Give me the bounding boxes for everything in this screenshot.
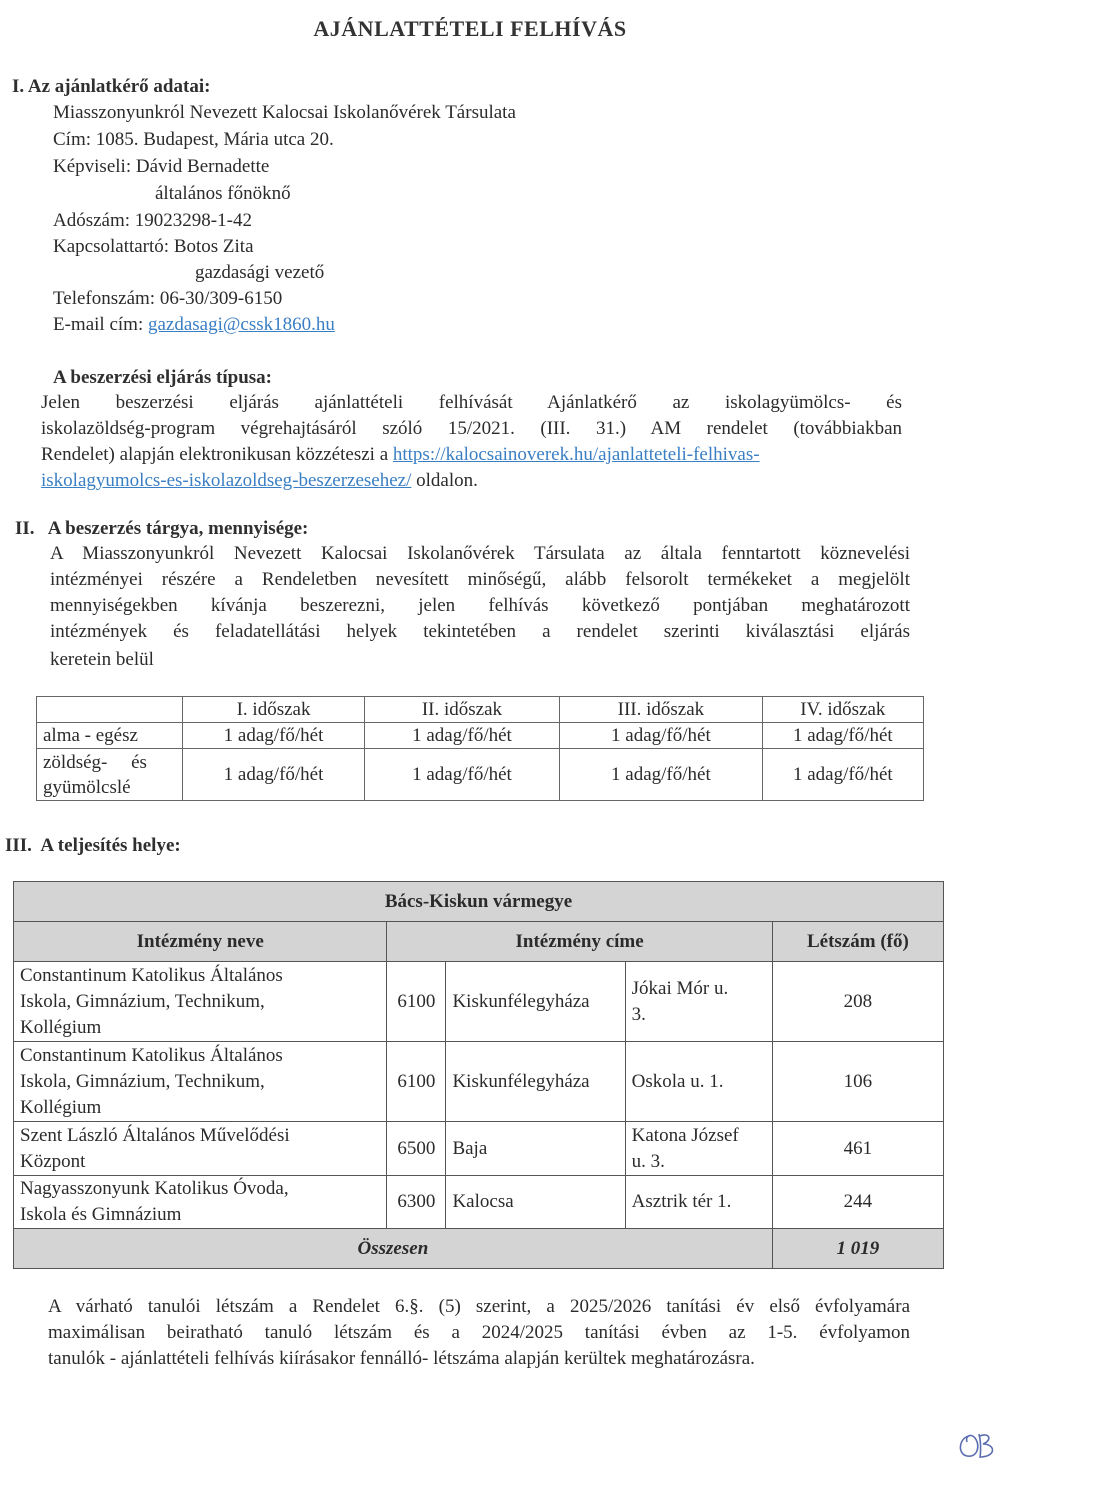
- street-line: Oskola u. 1.: [631, 1070, 724, 1092]
- headcount: 461: [772, 1122, 943, 1176]
- county-row: [14, 882, 944, 922]
- institution-name-line: Constantinum Katolikus Általános: [20, 964, 283, 986]
- institution-name-line: Kollégium: [20, 1016, 102, 1038]
- table-row: [14, 962, 944, 1042]
- periods-cell: 1 adag/fő/hét: [183, 723, 364, 749]
- street: [625, 1042, 772, 1122]
- zip-code: 6300: [387, 1176, 446, 1229]
- representative: Képviseli: Dávid Bernadette: [53, 156, 270, 177]
- periods-cell: 1 adag/fő/hét: [762, 749, 923, 801]
- periods-cell: 1 adag/fő/hét: [762, 723, 923, 749]
- city: Baja: [446, 1122, 625, 1176]
- header-headcount: Létszám (fő): [772, 922, 943, 962]
- contact-title: gazdasági vezető: [195, 262, 325, 283]
- periods-table: [36, 696, 924, 801]
- institution-name-line: Szent László Általános Művelődési: [20, 1124, 290, 1146]
- procedure-line-3: [41, 442, 760, 468]
- periods-row-label-line-1: zöldség- és: [43, 751, 147, 773]
- periods-row-label: alma - egész: [37, 723, 183, 749]
- total-value: 1 019: [772, 1229, 943, 1269]
- total-row: [14, 1229, 944, 1269]
- section-2-heading: II. A beszerzés tárgya, mennyisége:: [15, 518, 309, 539]
- procedure-suffix: oldalon.: [411, 470, 478, 491]
- locations-header-row: [14, 922, 944, 962]
- subject-line-2: intézményei részére a Rendeletben nevesített minőségű, alább felsorolt termékeket a megjelölt: [50, 569, 910, 590]
- street-line: 3.: [631, 1003, 646, 1025]
- county-header: Bács-Kiskun vármegye: [14, 882, 944, 922]
- footer-line-3: tanulók - ajánlattételi felhívás kiírásakor fennálló- létszáma alapján kerültek meghatározásra.: [48, 1348, 755, 1369]
- street-line: Jókai Mór u.: [631, 977, 729, 999]
- periods-row: [37, 749, 924, 801]
- periods-header-3: III. időszak: [560, 697, 762, 723]
- section-3-heading: III. A teljesítés helye:: [5, 835, 181, 856]
- institution-name: [14, 962, 387, 1042]
- institution-name-line: Iskola és Gimnázium: [20, 1204, 182, 1225]
- headcount: 244: [772, 1176, 943, 1229]
- procedure-text: Rendelet) alapján elektronikusan közzéteszi a: [41, 444, 393, 465]
- periods-header-row: [37, 697, 924, 723]
- procedure-heading: A beszerzési eljárás típusa:: [53, 367, 272, 388]
- footer-line-1: A várható tanulói létszám a Rendelet 6.§. (5) szerint, a 2025/2026 tanítási év első évfolyamára: [48, 1296, 910, 1317]
- org-address: Cím: 1085. Budapest, Mária utca 20.: [53, 129, 334, 150]
- subject-line-4: intézmények és feladatellátási helyek tekintetében a rendelet szerinti kiválasztási eljárás: [50, 621, 910, 642]
- institution-name: [14, 1042, 387, 1122]
- street-line: Katona József: [631, 1124, 739, 1146]
- periods-cell: 1 adag/fő/hét: [364, 749, 559, 801]
- periods-row-label: [37, 749, 183, 801]
- institution-name-line: Constantinum Katolikus Általános: [20, 1044, 283, 1066]
- header-institution-name: Intézmény neve: [14, 922, 387, 962]
- tax-number: Adószám: 19023298-1-42: [53, 210, 252, 231]
- table-row: [14, 1042, 944, 1122]
- procedure-line-1: Jelen beszerzési eljárás ajánlattételi felhívását Ajánlatkérő az iskolagyümölcs- és: [41, 392, 902, 413]
- institution-name-line: Nagyasszonyunk Katolikus Óvoda,: [20, 1178, 289, 1199]
- street-line: Asztrik tér 1.: [631, 1191, 732, 1212]
- periods-row-label-line-2: gyümölcslé: [43, 776, 131, 798]
- city: Kiskunfélegyháza: [446, 1042, 625, 1122]
- subject-line-5: keretein belül: [50, 649, 154, 670]
- institution-name: [14, 1176, 387, 1229]
- subject-line-1: A Miasszonyunkról Nevezett Kalocsai Iskolanővérek Társulata az általa fenntartott köznevelési: [50, 543, 910, 564]
- city: Kalocsa: [446, 1176, 625, 1229]
- periods-header-1: I. időszak: [183, 697, 364, 723]
- institution-name-line: Iskola, Gimnázium, Technikum,: [20, 1070, 265, 1092]
- subject-line-3: mennyiségekben kívánja beszerezni, jelen felhívás következő pontjában meghatározott: [50, 595, 910, 616]
- street: [625, 1176, 772, 1229]
- email-line: [53, 312, 335, 338]
- institution-name: [14, 1122, 387, 1176]
- institution-name-line: Központ: [20, 1150, 86, 1172]
- header-institution-address: Intézmény címe: [387, 922, 772, 962]
- email-link[interactable]: gazdasagi@cssk1860.hu: [147, 314, 335, 335]
- locations-table: [13, 881, 944, 1269]
- zip-code: 6100: [387, 962, 446, 1042]
- street-line: u. 3.: [631, 1150, 665, 1172]
- section-1-heading: I. Az ajánlatkérő adatai:: [12, 76, 211, 97]
- periods-header-4: IV. időszak: [762, 697, 923, 723]
- institution-name-line: Kollégium: [20, 1096, 102, 1118]
- street: [625, 1122, 772, 1176]
- periods-cell: 1 adag/fő/hét: [364, 723, 559, 749]
- headcount: 208: [772, 962, 943, 1042]
- table-row: [14, 1122, 944, 1176]
- periods-cell: 1 adag/fő/hét: [183, 749, 364, 801]
- procedure-url-part-2[interactable]: iskolagyumolcs-es-iskolazoldseg-beszerzesehez/: [41, 470, 412, 491]
- representative-title: általános főnöknő: [155, 183, 291, 204]
- headcount: 106: [772, 1042, 943, 1122]
- contact-person: Kapcsolattartó: Botos Zita: [53, 236, 254, 257]
- zip-code: 6500: [387, 1122, 446, 1176]
- total-label: Összesen: [14, 1229, 773, 1269]
- phone-number: Telefonszám: 06-30/309-6150: [53, 288, 283, 309]
- initials-signature: [955, 1428, 1001, 1464]
- document-title: AJÁNLATTÉTELI FELHÍVÁS: [313, 16, 627, 41]
- procedure-line-4: [41, 468, 478, 494]
- email-label: E-mail cím:: [53, 314, 148, 335]
- periods-header-2: II. időszak: [364, 697, 559, 723]
- org-name: Miasszonyunkról Nevezett Kalocsai Iskolanővérek Társulata: [53, 102, 516, 123]
- periods-row: [37, 723, 924, 749]
- periods-cell: 1 adag/fő/hét: [560, 749, 762, 801]
- footer-line-2: maximálisan beiratható tanuló létszám és a 2024/2025 tanítási évben az 1-5. évfolyamon: [48, 1322, 910, 1343]
- procedure-url-part-1[interactable]: https://kalocsainoverek.hu/ajanlatteteli-felhivas-: [392, 444, 760, 465]
- street: [625, 962, 772, 1042]
- institution-name-line: Iskola, Gimnázium, Technikum,: [20, 990, 265, 1012]
- zip-code: 6100: [387, 1042, 446, 1122]
- periods-cell: 1 adag/fő/hét: [560, 723, 762, 749]
- table-row: [14, 1176, 944, 1229]
- periods-header-empty: [37, 697, 183, 723]
- city: Kiskunfélegyháza: [446, 962, 625, 1042]
- procedure-line-2: iskolazöldség-program végrehajtásáról szóló 15/2021. (III. 31.) AM rendelet (továbbiakban: [41, 418, 902, 439]
